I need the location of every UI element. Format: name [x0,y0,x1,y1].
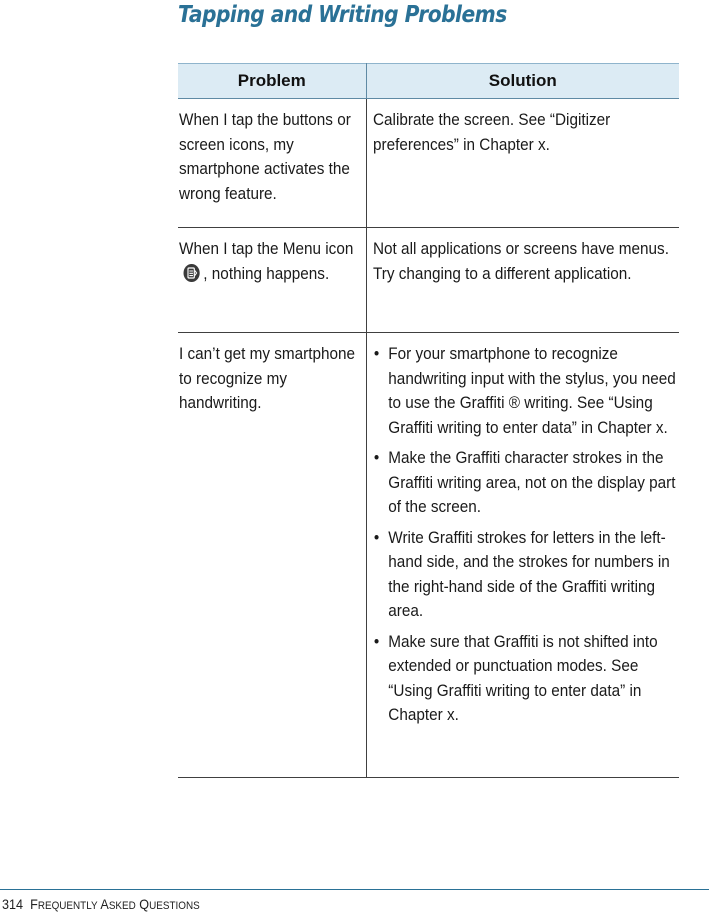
section-title-rest: SKED [108,900,136,912]
bullet-text: For your smartphone to recognize handwriting input with the stylus, you need to use the Graffiti ® writing. See “Using Graffiti writing to enter data” in Chapter x. [387,344,676,437]
bullet-icon: • [373,448,379,467]
menu-icon [184,264,200,282]
problem-cell [178,228,366,333]
list-item [373,342,677,440]
problem-cell [178,333,366,778]
bullet-icon: • [373,527,379,547]
solution-cell [366,333,679,778]
solution-bullets [373,342,677,728]
list-item [373,630,677,728]
section-title [30,896,200,912]
solution-column-header: Solution [366,64,679,99]
section-title-rest: REQUENTLY [37,900,98,912]
section-title-rest: UESTIONS [149,900,200,912]
table-row [178,228,679,333]
bullet-text: Make sure that Graffiti is not shifted into extended or punctuation modes. See “Using Graffiti writing to enter data” in Chapter x. [387,631,658,724]
solution-bullet-list [373,342,677,728]
section-title-initial: A [100,896,109,912]
problem-text: When I tap the buttons or screen icons, my smartphone activates the wrong feature. [179,110,351,203]
page-title: Tapping and Writing Problems [178,2,507,28]
solution-cell [366,228,679,333]
problem-text [179,237,359,286]
problem-cell [178,99,366,228]
bullet-icon: • [373,631,379,651]
list-item [373,526,677,624]
faq-table [178,63,679,778]
problem-text: I can’t get my smartphone to recognize my handwriting. [179,344,356,412]
table-header-row [178,64,679,99]
problem-text-after-icon: , nothing happens. [203,263,330,283]
bullet-text: Write Graffiti strokes for letters in the left-hand side, and the strokes for numbers in the right-hand side of the Graffiti writing area. [387,527,670,620]
table-row [178,333,679,778]
bullet-icon: • [373,344,379,363]
section-title-initial: Q [139,896,150,912]
solution-text: Not all applications or screens have menus. Try changing to a different application. [372,239,669,283]
list-item [373,446,677,520]
page-footer [2,896,200,912]
section-title-initial: F [30,896,38,912]
solution-text: Calibrate the screen. See “Digitizer preferences” in Chapter x. [372,110,610,154]
bullet-text: Make the Graffiti character strokes in the Graffiti writing area, not on the display part of the screen. [387,448,675,516]
problem-column-header: Problem [178,64,366,99]
footer-rule [0,889,709,890]
problem-text-before-icon: When I tap the Menu icon [179,239,354,258]
page-number: 314 [2,896,24,912]
table-row [178,99,679,228]
solution-cell [366,99,679,228]
